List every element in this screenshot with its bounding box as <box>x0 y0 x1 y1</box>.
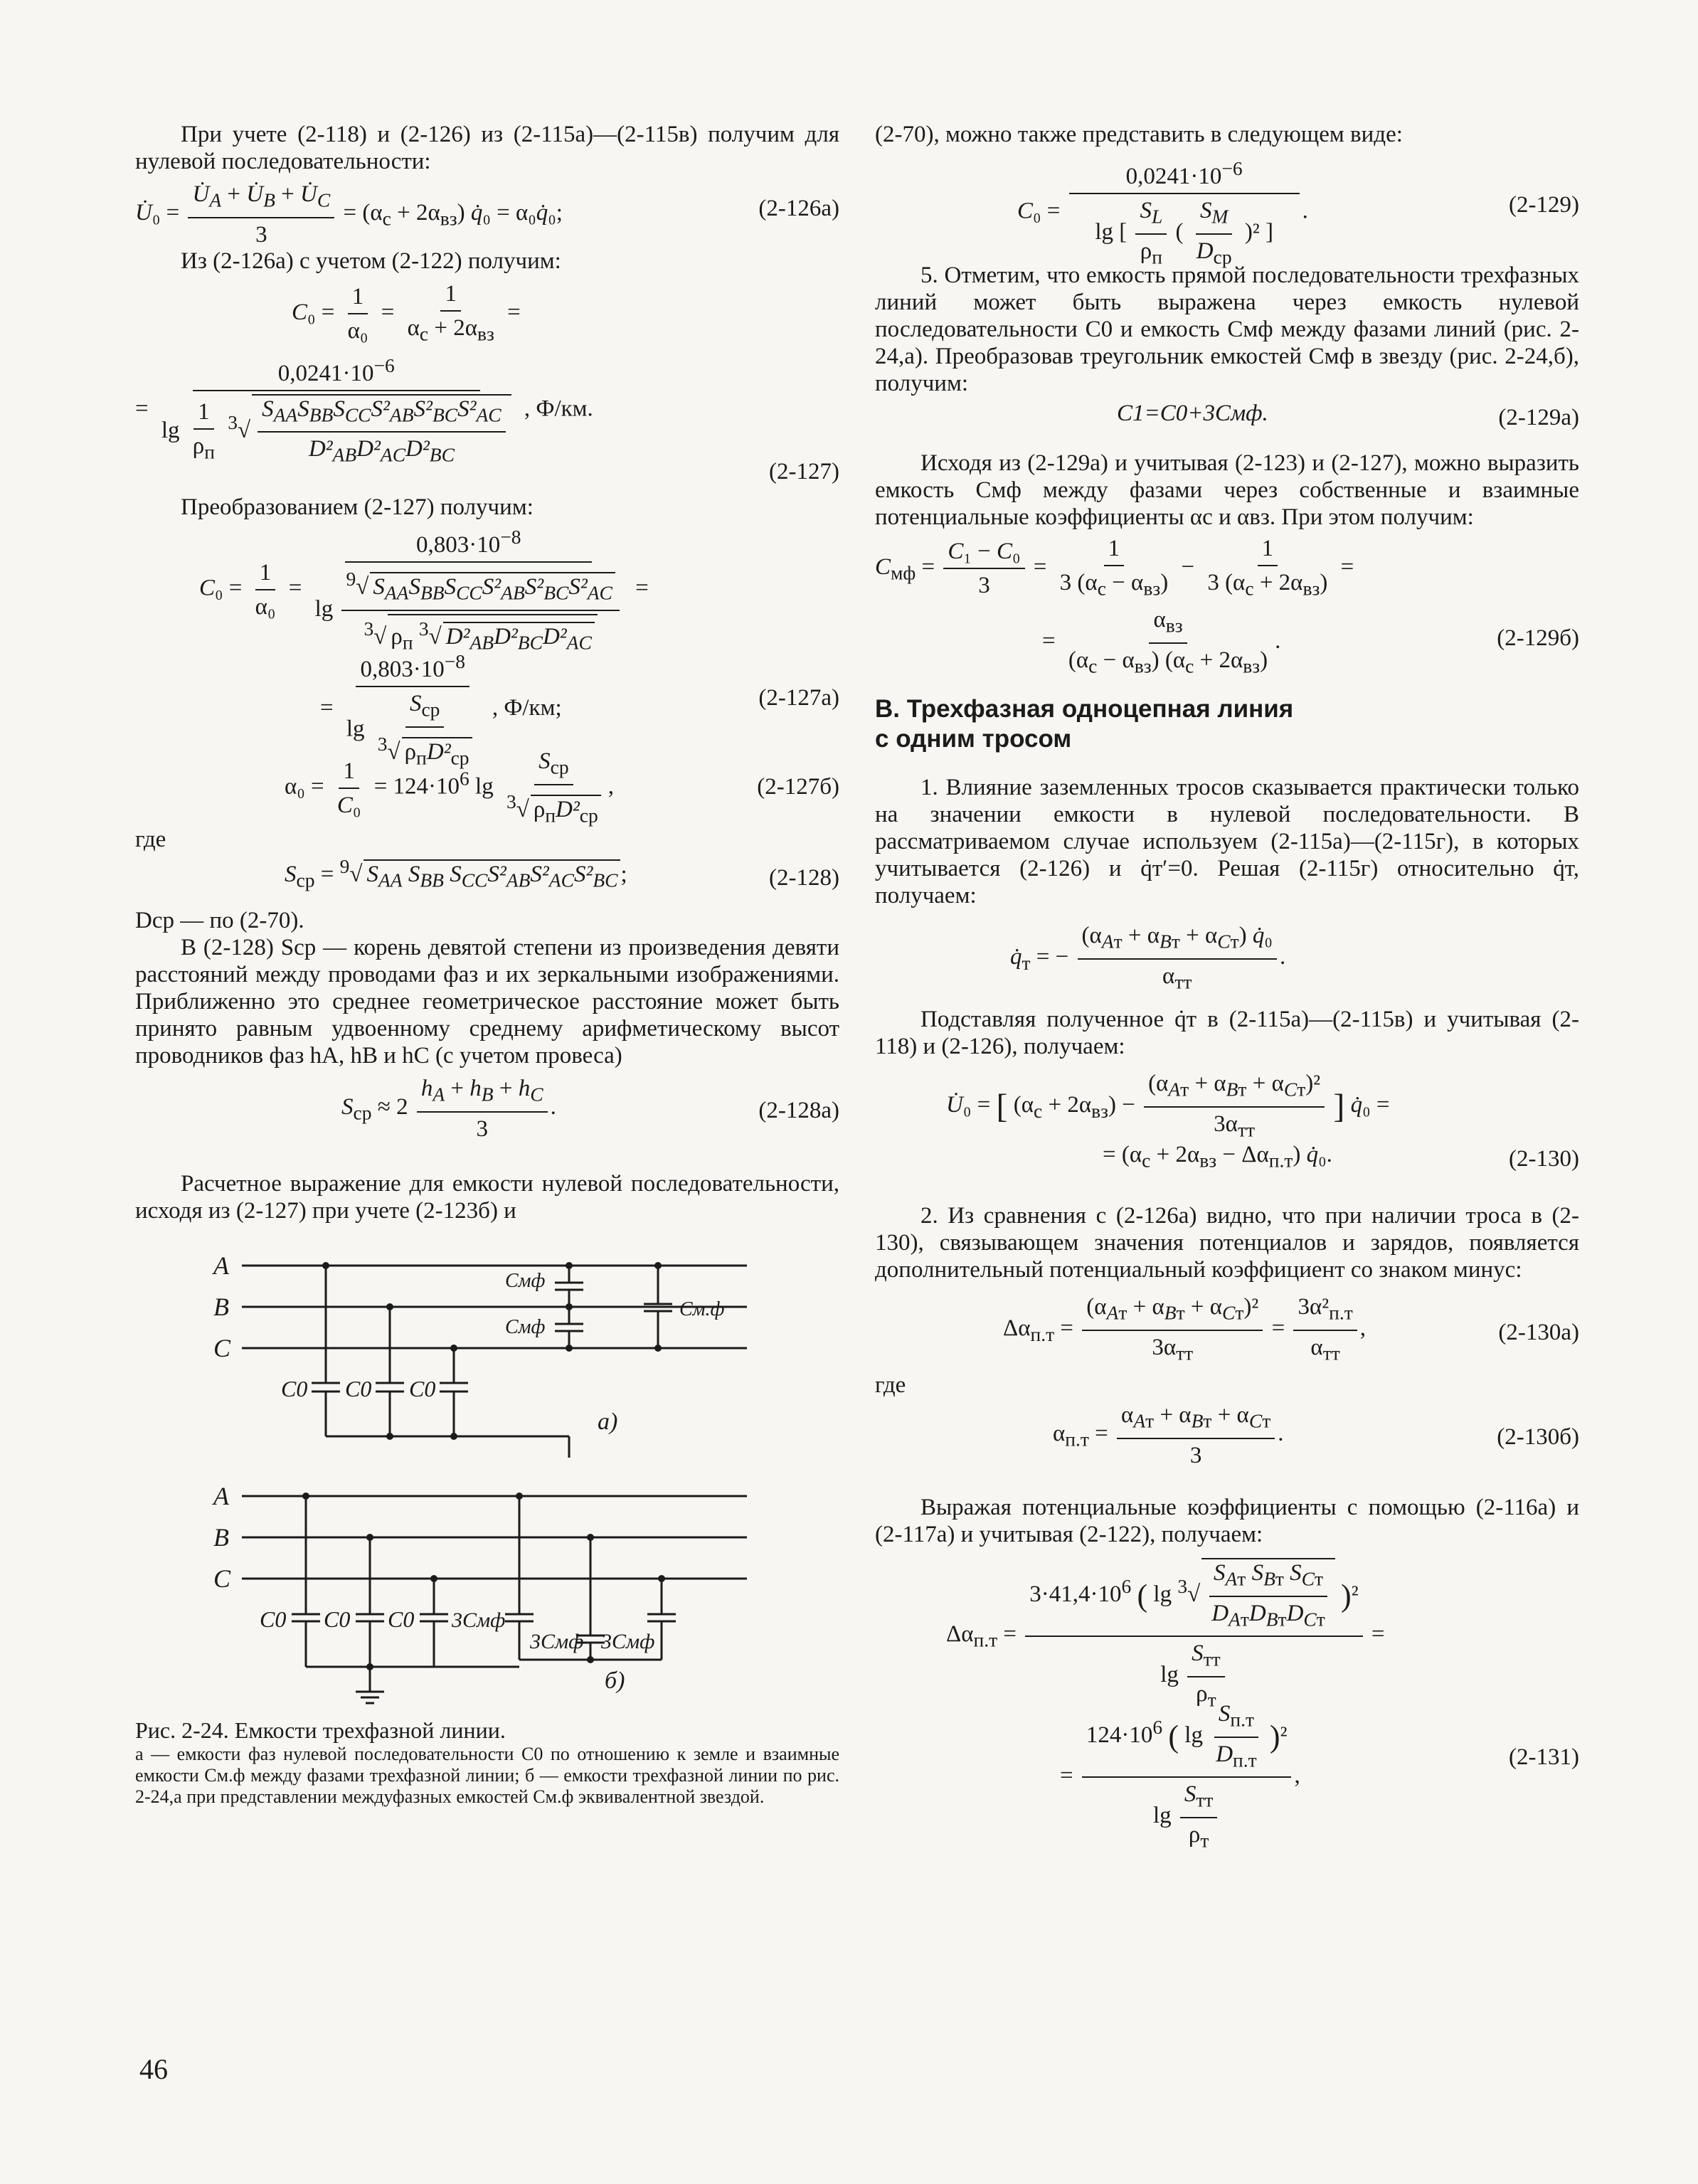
c0-label: C0 <box>324 1606 351 1632</box>
equation-2-130a: $\Delta\alpha_{п.т}$ = $(\alpha_{Aт} + \alpha_{Bт} + \alpha_{Cт})^2$ $3\alpha_{тт}$ = $3\alpha^2_{п.т}$ $\alpha_{тт}$ , (2-130а) <box>1003 1294 1579 1364</box>
paragraph: Преобразованием (2-127) получим: <box>181 494 534 520</box>
cmf-label: Cмф <box>505 1316 546 1338</box>
equation-number: (2-127) <box>769 459 839 484</box>
equation-2-130b: $\alpha_{п.т}$ = $\alpha_{Aт} + \alpha_{Bт} + \alpha_{Cт}$ 3 . (2-130б) <box>1053 1402 1579 1468</box>
equation-number: (2-130б) <box>1497 1424 1579 1450</box>
section-title <box>875 694 1579 754</box>
c0-label: C0 <box>409 1376 436 1401</box>
3cmf-label: 3Cмф <box>601 1630 655 1653</box>
equation-2-131: $\Delta\alpha_{п.т}$ = $3\cdot 41,4\cdot 10^6$ ( lg $^3$√ $S_{Aт}$ $S_{Bт}$ $S_{Cт}$ $D_{Aт}D_{Bт}D_{Cт}$ )² lg $S_{тт}$ $\rho_т$ = <box>875 1558 1579 1700</box>
equation-number: (2-128а) <box>758 1098 839 1123</box>
section-title-line-1: В. Трехфазная одноцепная линия <box>875 695 1294 723</box>
phase-label-b: B <box>213 1293 229 1321</box>
equation-number-row <box>135 458 839 487</box>
3cmf-label: 3Cмф <box>530 1630 584 1653</box>
equation-2-126a: U̇₀ = $\frac{U̇_A + U̇_B + U̇_C}{3}$ = $(\alpha_с + 2\alpha_{вз})$ q̇₀ = α₀q̇₀; (2-126а) <box>135 181 839 248</box>
equation-2-128a: $S_{ср} \approx 2$ $\frac{h_A + h_B + h_C}{3}$ . (2-128а) <box>341 1076 839 1142</box>
equation-2-131-cont: = $124\cdot 10^6$ ( lg $S_{п.т}$ $D_{п.т}$ )² lg $S_{тт}$ $\rho_т$ , (2-131) <box>1060 1701 1579 1852</box>
equation-number: (2-130) <box>1509 1146 1579 1172</box>
paragraph: Подставляя полученное q̇т в (2-115а)—(2-115в) и учитывая (2-118) и (2-126), получаем: <box>875 1007 1579 1059</box>
paragraph: При учете (2-118) и (2-126) из (2-115а)—(2-115в) получим для нулевой последовательности: <box>135 122 839 174</box>
unit: , Ф/км; <box>492 695 562 721</box>
phase-label-b: B <box>213 1523 229 1552</box>
equation-2-127b: α₀ = $\frac{1}{\text{C₀}}$ = $124\cdot 10^6$ lg $S_{ср}$ $^3$√ $\rho_пD^2_{ср}$ , (2-127б) <box>135 748 839 826</box>
c0-label: C0 <box>345 1376 372 1401</box>
equation-number: (2-130а) <box>1498 1320 1579 1345</box>
figure-2-24a <box>135 1244 839 1458</box>
c0-label: C0 <box>281 1376 308 1401</box>
equation-2-128: $S_{ср} = ^9√$ $S_{AA}$ $S_{BB}$ $S_{CC}S^2_{AB}S^2_{AC}S^2_{BC}$ ; (2-128) <box>135 853 839 903</box>
equation-number: (2-128) <box>769 865 839 891</box>
equation-2-129: C₀ = $0,0241\cdot 10^{-6}$ lg [ $S_L$ $\rho_п$ ( $S_M$ $D_{ср}$ )² ] . (2-129) <box>875 155 1579 255</box>
paragraph: Dср — по (2-70). <box>135 908 304 933</box>
equation-2-130: U̇₀ = [ $(\alpha_с + 2\alpha_{вз})$ − $(\alpha_{Aт} + \alpha_{Bт} + \alpha_{Cт})^2$ $3\alpha_{тт}$ ] q̇₀ = <box>946 1071 1390 1141</box>
section-title-line-2: с одним тросом <box>875 725 1072 753</box>
equation-2-127a: C₀ = $\frac{1}{\text{α₀}}$ = $0,803\cdot 10^{-8}$ lg $^9$√ $S_{AA}S_{BB}S_{CC}S^2_{AB}S^2_{BC}S^2_{AC}$ $^3$√ $\rho_п$ $^3$√ $D^2_{AB}D^2_{BC}D^2_{AC}$ = <box>135 524 839 648</box>
equation-qt: $q̇_т$ = − $(\alpha_{Aт} + \alpha_{Bт} + \alpha_{Cт})$ q̇₀ $\alpha_{тт}$ . <box>1010 923 1286 993</box>
c0-label: C0 <box>260 1606 287 1632</box>
c0-label: C0 <box>388 1606 415 1632</box>
paragraph: 1. Влияние заземленных тросов сказывается практически только на значении емкости в нулевой последовательности. В рассматриваемом случае используем (2-115а)—(2-115г), в которых учитывается (2-126) и q̇т′=0. Решая (2-115г) относительно q̇т, получаем: <box>875 775 1579 908</box>
paragraph: Исходя из (2-129а) и учитывая (2-123) и (2-127), можно выразить емкость Cмф между фазами через собственные и взаимные потенциальные коэффициенты αс и αвз. При этом получим: <box>875 450 1579 530</box>
equation-number: (2-129б) <box>1497 625 1579 651</box>
equation-2-127a-cont: = $0,803\cdot 10^{-8}$ lg $S_{ср}$ $^3$√ $\rho_пD^2_{ср}$ , Ф/км; (2-127а) <box>135 648 839 748</box>
equation-number: (2-129а) <box>1498 405 1579 430</box>
figure-a-label: а) <box>598 1409 618 1435</box>
paragraph: В (2-128) Sср — корень девятой степени из произведения девяти расстояний между проводами фаз и их зеркальными изображениями. Приближенно это среднее геометрическое расстояние может быть принято равным удвоенному среднему арифметическому высот проводников фаз hA, hB и hC (с учетом провеса) <box>135 935 839 1069</box>
equation-number: (2-126а) <box>758 196 839 221</box>
equation-number: (2-129) <box>1509 192 1579 218</box>
equation-number: (2-127а) <box>758 685 839 711</box>
figure-2-24b <box>135 1475 839 1709</box>
cmf-far-label: Cм.ф <box>679 1298 725 1320</box>
phase-label-c: C <box>213 1564 231 1593</box>
figure-caption: Рис. 2-24. Емкости трехфазной линии. <box>135 1717 506 1743</box>
paragraph: 5. Отметим, что емкость прямой последовательности трехфазных линий может быть выражена через емкость нулевой последовательности C0 и емкость Cмф между фазами линий (рис. 2-24,а). Преобразовав треугольник емкостей Cмф в звезду (рис. 2-24,б), получим: <box>875 263 1579 396</box>
figure-caption-description: а — емкости фаз нулевой последовательности C0 по отношению к земле и взаимные емкости Cм.ф между фазами трехфазной линии; б — емкости трехфазной линии по рис. 2-24,а при представлении междуфазных емкостей Cм.ф эквивалентной звездой. <box>135 1744 839 1807</box>
equation-number: (2-127б) <box>757 774 839 800</box>
page-number: 46 <box>139 2053 168 2085</box>
equation-2-130-cont: = $(\alpha_с + 2\alpha_{вз} - \Delta\alpha_{п.т})$ q̇₀. (2-130) <box>1103 1142 1579 1172</box>
equation-2-129b-cont: = $\alpha_{вз}$ $(\alpha_с - \alpha_{вз}) (\alpha_с + 2\alpha_{вз})$ . (2-129б) <box>1042 607 1579 677</box>
paragraph: (2-70), можно также представить в следующем виде: <box>875 122 1403 147</box>
phase-label-a: A <box>213 1251 229 1280</box>
unit: , Ф/км. <box>524 396 593 422</box>
equation-body: C1=C0+3Cмф. <box>1117 401 1268 426</box>
phase-label-c: C <box>213 1334 231 1362</box>
equation-2-129b: $C_{мф}$ = $\frac{\text{C₁ − C₀}}{3}$ = 1 3 $(\alpha_с - \alpha_{вз})$ − 1 3 $(\alpha_с + 2\alpha_{вз})$ = <box>875 536 1354 600</box>
paragraph: Расчетное выражение для емкости нулевой последовательности, исходя из (2-127) при учете (2-123б) и <box>135 1171 839 1224</box>
left-column <box>135 121 839 1808</box>
paragraph: где <box>875 1372 906 1398</box>
equation-2-127: C₀ = $\frac{1}{\text{α₀}}$ = 1 $\alpha_с + 2\alpha_{вз}$ = = $0,0241\cdot 10^{-6}$ lg 1 $\rho_п$ $^3$√ $S_{AA}S_{BB}S_{CC}S^2_{AB}S^2_{BC}S^2_{AC}$ $D^2_{AB}D^2_{AC}D^2_{BC}$ , Ф/км. <box>135 280 839 458</box>
right-column <box>875 121 1579 1852</box>
paragraph: Из (2-126а) с учетом (2-122) получим: <box>181 248 561 274</box>
paragraph: где <box>135 827 166 852</box>
cmf-label: Cмф <box>505 1270 546 1292</box>
3cmf-label: 3Cмф <box>452 1608 506 1632</box>
equation-number: (2-131) <box>1509 1744 1579 1770</box>
paragraph: 2. Из сравнения с (2-126а) видно, что при наличии троса в (2-130), связывающем значения потенциалов и зарядов, появляется дополнительный потенциальный коэффициент со знаком минус: <box>875 1203 1579 1283</box>
phase-label-a: A <box>213 1482 229 1510</box>
paragraph: Выражая потенциальные коэффициенты с помощью (2-116а) и (2-117а) и учитывая (2-122), получаем: <box>875 1495 1579 1547</box>
equation-2-129a <box>875 400 1579 435</box>
figure-b-label: б) <box>605 1668 625 1694</box>
